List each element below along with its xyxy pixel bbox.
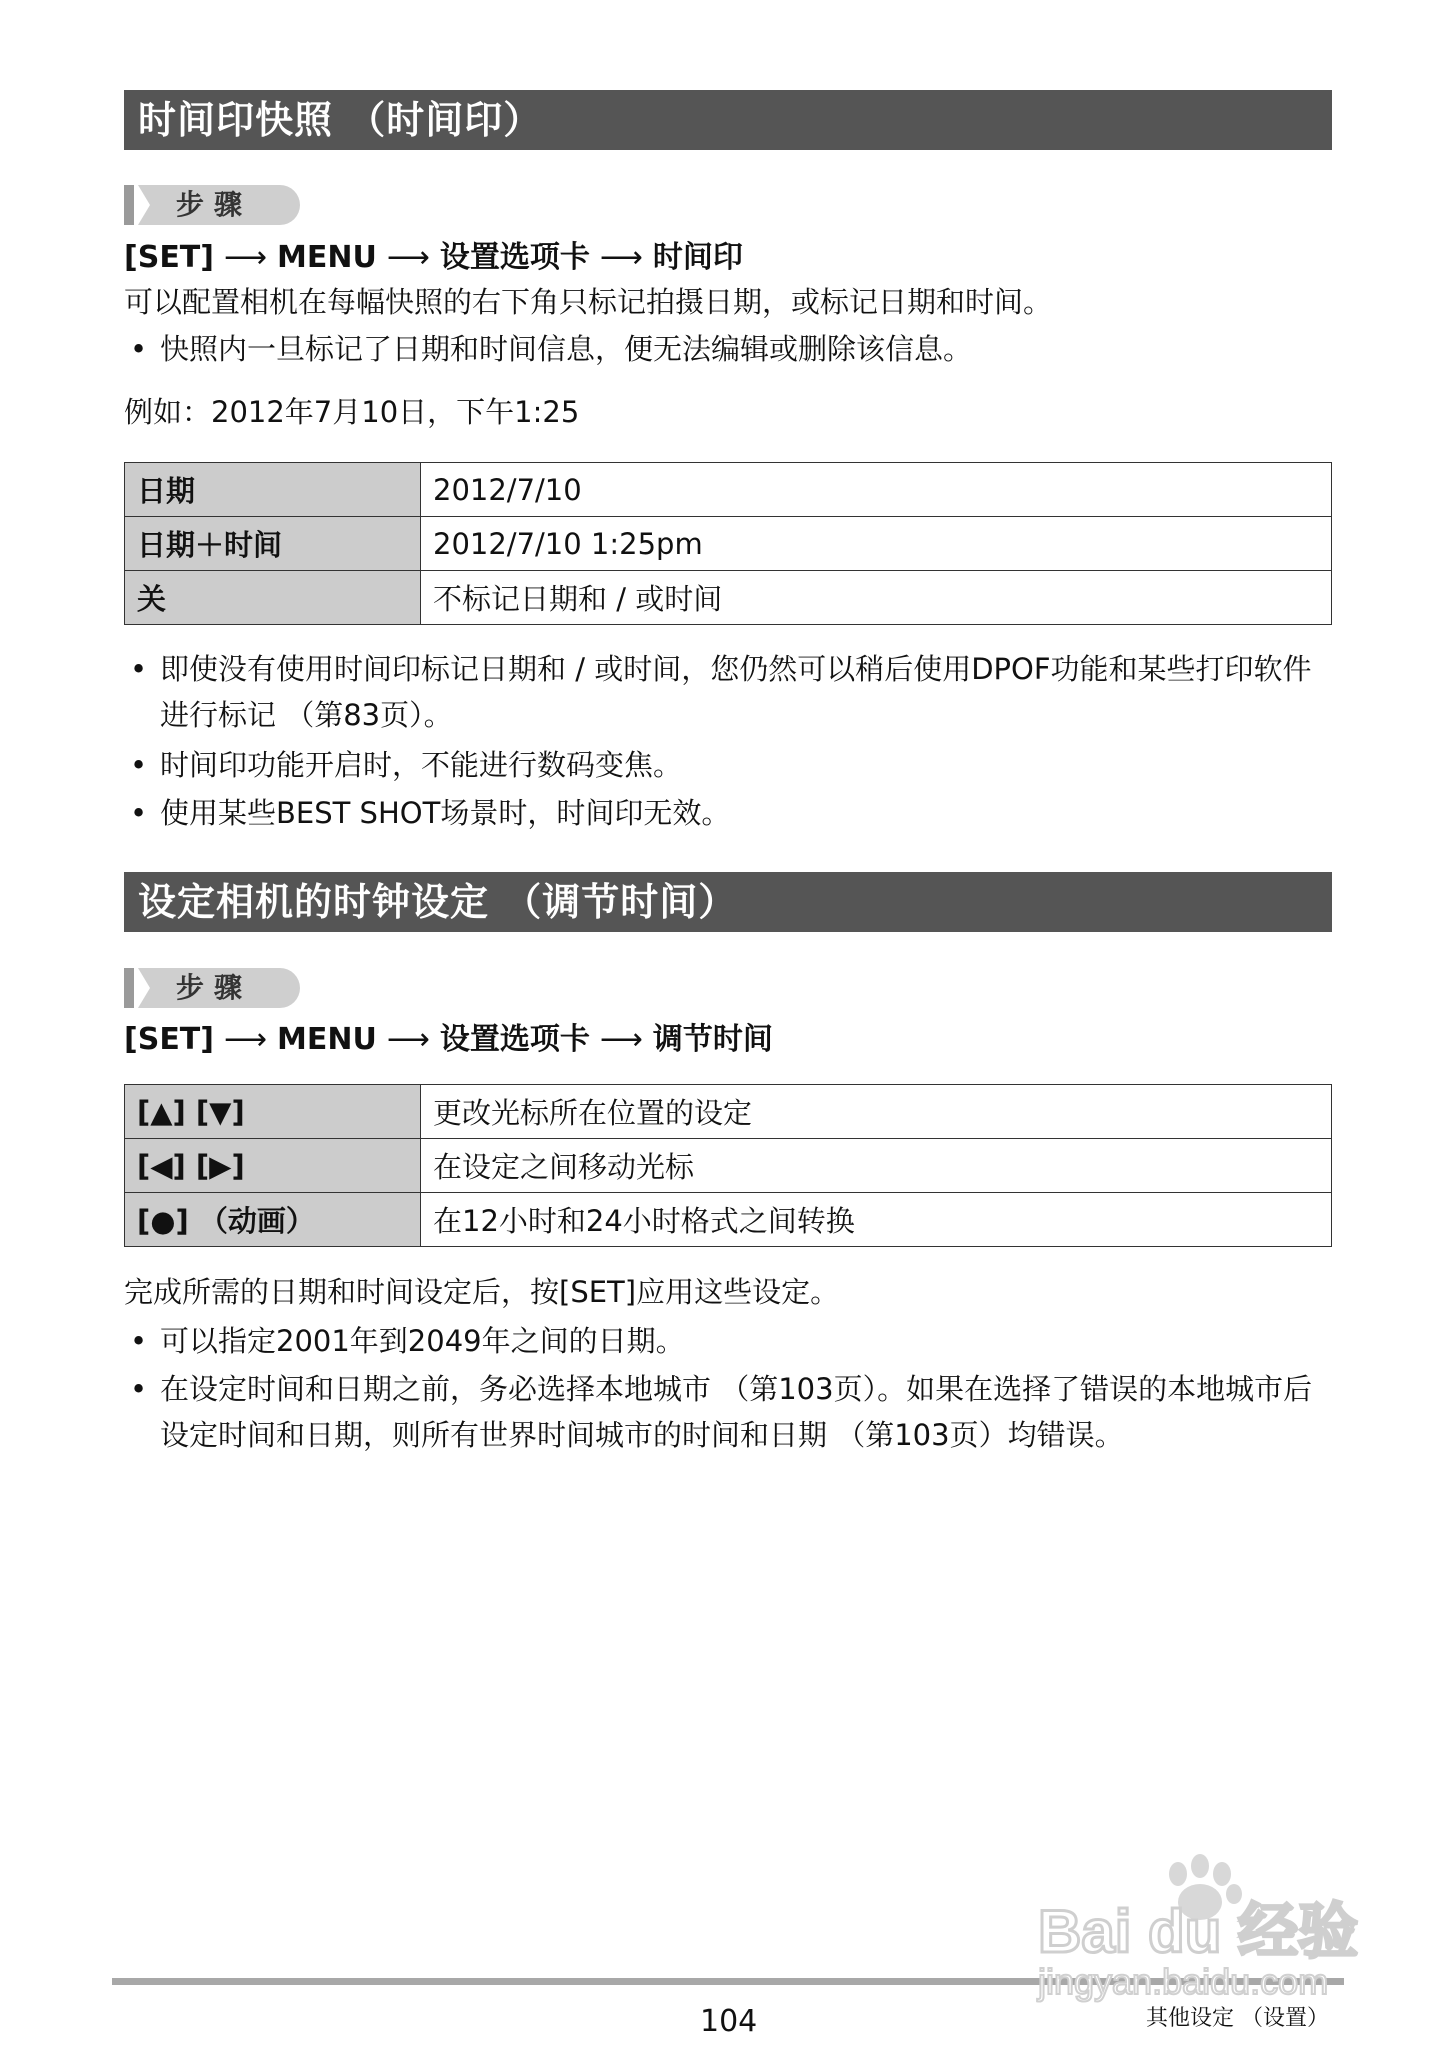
arrow-icon: ⟶ (224, 1022, 268, 1057)
arrow-icon: ⟶ (599, 1022, 643, 1057)
path-time-stamp: 时间印 (652, 240, 743, 275)
watermark-url: jingyan.baidu.com (1038, 1961, 1329, 2002)
bullet-dot: • (130, 1372, 148, 1406)
bullet-text: 使用某些BEST SHOT场景时，时间印无效。 (160, 796, 731, 830)
after-text: 完成所需的日期和时间设定后，按[SET]应用这些设定。 (124, 1275, 840, 1309)
option-key: 关 (125, 571, 421, 625)
key-description: 更改光标所在位置的设定 (421, 1085, 1332, 1139)
path-adjust-time: 调节时间 (652, 1022, 773, 1057)
bullet-item (124, 1366, 1334, 1458)
footer-section-name: 其他设定 （设置） (1146, 2006, 1329, 2031)
bullet-item (124, 326, 1334, 372)
table-row (125, 571, 1332, 625)
time-stamp-options-table (124, 462, 1332, 625)
menu-path (124, 1020, 773, 1060)
baidu-watermark-logo (1030, 1848, 1370, 2008)
path-set: [SET] (124, 1022, 214, 1057)
bullet-dot: • (130, 652, 148, 686)
key-movie: [●] （动画） (125, 1193, 421, 1247)
bullet-item (124, 646, 1334, 738)
arrow-icon: ⟶ (386, 240, 430, 275)
bullet-dot: • (130, 1324, 148, 1358)
steps-tag (124, 968, 300, 1008)
path-menu: MENU (277, 240, 377, 275)
arrow-icon: ⟶ (224, 240, 268, 275)
bullet-dot: • (130, 748, 148, 782)
bullet-item (124, 1318, 1334, 1364)
table-row (125, 1139, 1332, 1193)
intro-text: 可以配置相机在每幅快照的右下角只标记拍摄日期，或标记日期和时间。 (124, 285, 1053, 319)
bullet-text: 快照内一旦标记了日期和时间信息，便无法编辑或删除该信息。 (160, 332, 973, 366)
steps-tag (124, 185, 300, 225)
steps-tag-bar (124, 185, 134, 225)
bullet-dot: • (130, 332, 148, 366)
adjust-time-keys-table (124, 1084, 1332, 1247)
path-set: [SET] (124, 240, 214, 275)
arrow-icon: ⟶ (599, 240, 643, 275)
table-row (125, 1193, 1332, 1247)
table-row (125, 517, 1332, 571)
option-key: 日期 (125, 463, 421, 517)
bullet-text: 在设定时间和日期之前，务必选择本地城市 （第103页）。如果在选择了错误的本地城市后设定时间和日期，则所有世界时间城市的时间和日期 （第103页）均错误。 (160, 1372, 1313, 1452)
menu-path (124, 238, 743, 278)
table-row (125, 1085, 1332, 1139)
option-value: 2012/7/10 (421, 463, 1332, 517)
bullet-text: 即使没有使用时间印标记日期和 / 或时间，您仍然可以稍后使用DPOF功能和某些打印软件进行标记 （第83页）。 (160, 652, 1312, 732)
section-title-time-stamp: 时间印快照 （时间印） (124, 90, 1332, 150)
bullet-text: 可以指定2001年到2049年之间的日期。 (160, 1324, 685, 1358)
key-up-down: [▲] [▼] (125, 1085, 421, 1139)
key-description: 在设定之间移动光标 (421, 1139, 1332, 1193)
path-menu: MENU (277, 1022, 377, 1057)
key-description: 在12小时和24小时格式之间转换 (421, 1193, 1332, 1247)
section-title-adjust-clock: 设定相机的时钟设定 （调节时间） (124, 872, 1332, 932)
bullet-item (124, 790, 1334, 836)
bullet-item (124, 742, 1334, 788)
path-setup-tab: 设置选项卡 (439, 1022, 590, 1057)
key-left-right: [◀] [▶] (125, 1139, 421, 1193)
steps-tag-bar (124, 968, 134, 1008)
path-setup-tab: 设置选项卡 (439, 240, 590, 275)
table-row (125, 463, 1332, 517)
bullet-text: 时间印功能开启时，不能进行数码变焦。 (160, 748, 683, 782)
arrow-icon: ⟶ (386, 1022, 430, 1057)
option-value: 不标记日期和 / 或时间 (421, 571, 1332, 625)
option-value: 2012/7/10 1:25pm (421, 517, 1332, 571)
bullet-dot: • (130, 796, 148, 830)
example-text: 例如：2012年7月10日，下午1:25 (124, 395, 580, 429)
page-number: 104 (700, 2004, 758, 2039)
watermark-brand: Bai du 经验 (1038, 1898, 1359, 1965)
option-key: 日期＋时间 (125, 517, 421, 571)
steps-label: 步骤 (176, 971, 253, 1004)
steps-label: 步骤 (176, 188, 253, 221)
